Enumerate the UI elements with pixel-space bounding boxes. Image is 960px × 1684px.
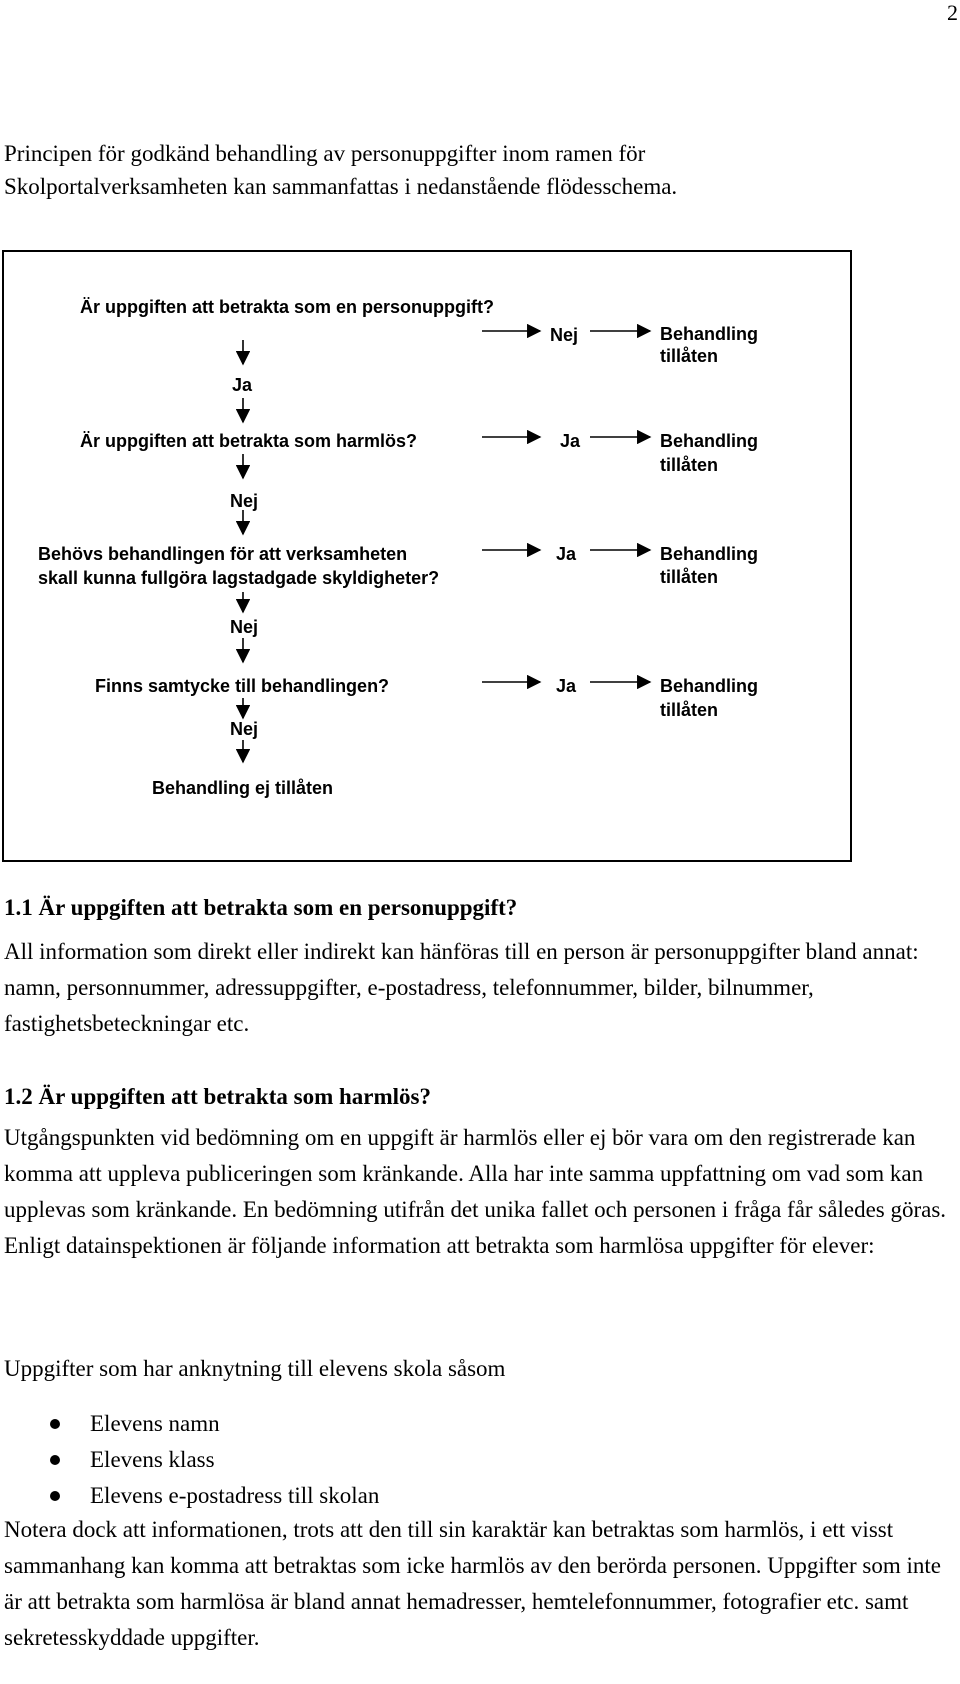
list-item: Elevens klass (4, 1442, 379, 1478)
flow-label-q1-yes: Ja (232, 375, 253, 395)
flow-question-personal-data: Är uppgiften att betrakta som en personuppgift? (80, 297, 495, 317)
bullet-icon (50, 1419, 60, 1429)
flow-result-q1-line2: tillåten (660, 346, 719, 366)
bullet-icon (50, 1491, 60, 1501)
flow-result-denied: Behandling ej tillåten (152, 778, 334, 798)
flow-question-legal-line2: skall kunna fullgöra lagstadgade skyldigheter? (38, 568, 440, 588)
flow-result-q2-line2: tillåten (660, 455, 719, 475)
flow-question-harmless: Är uppgiften att betrakta som harmlös? (80, 431, 418, 451)
flow-label-q3-yes: Ja (556, 544, 577, 564)
flow-question-consent: Finns samtycke till behandlingen? (95, 676, 390, 696)
flow-result-q2-line1: Behandling (660, 431, 758, 451)
flow-question-legal-line1: Behövs behandlingen för att verksamheten (38, 544, 408, 564)
flow-label-q2-no: Nej (230, 491, 259, 511)
list-intro: Uppgifter som har anknytning till elevens skola såsom (4, 1356, 506, 1381)
flow-result-q4-line1: Behandling (660, 676, 758, 696)
page-number: 2 (947, 0, 958, 25)
intro-line-2: Skolportalverksamheten kan sammanfattas i nedanstående flödesschema. (4, 174, 678, 199)
closing-text: Notera dock att informationen, trots att den till sin karaktär kan betraktas som harmlös, i ett visst sammanhang kan komma att betraktas som icke harmlös av den berörda personen. Uppgifter som inte är att betrakta som harmlösa är bland annat hemadresser, hemtelefonnummer, fotografier etc. samt sekretesskyddade uppgifter. (4, 1517, 941, 1650)
flow-label-q3-no: Nej (230, 617, 259, 637)
section-1-1-heading: 1.1 Är uppgiften att betrakta som en personuppgift? (4, 895, 518, 920)
flow-result-q3-line1: Behandling (660, 544, 758, 564)
flow-label-q4-yes: Ja (556, 676, 577, 696)
intro-line-1: Principen för godkänd behandling av personuppgifter inom ramen för (4, 141, 646, 166)
bullet-icon (50, 1455, 60, 1465)
flow-label-q2-yes: Ja (560, 431, 581, 451)
section-1-2-heading: 1.2 Är uppgiften att betrakta som harmlös? (4, 1084, 431, 1109)
flow-result-q4-line2: tillåten (660, 700, 719, 720)
flow-label-q4-no: Nej (230, 719, 259, 739)
list-item: Elevens namn (4, 1406, 379, 1442)
section-1-1-text: All information som direkt eller indirekt kan hänföras till en person är personuppgifter bland annat: namn, personnummer, adressuppgifter, e-postadress, telefonnummer, bilder, bilnummer, fastighetsbeteckningar etc. (4, 939, 919, 1036)
flow-label-q1-no: Nej (550, 325, 579, 345)
list-item: Elevens e-postadress till skolan (4, 1478, 379, 1514)
harmless-data-list (4, 1406, 379, 1514)
flow-result-q1-line1: Behandling (660, 324, 758, 344)
section-1-2-text: Utgångspunkten vid bedömning om en uppgift är harmlös eller ej bör vara om den registrerade kan komma att uppleva publiceringen som kränkande. Alla har inte samma uppfattning om vad som kan upplevas som kränkande. En bedömning utifrån det unika fallet och personen i fråga får således göras. Enligt datainspektionen är följande information att betrakta som harmlösa uppgifter för elever: (4, 1125, 947, 1258)
flow-result-q3-line2: tillåten (660, 567, 719, 587)
